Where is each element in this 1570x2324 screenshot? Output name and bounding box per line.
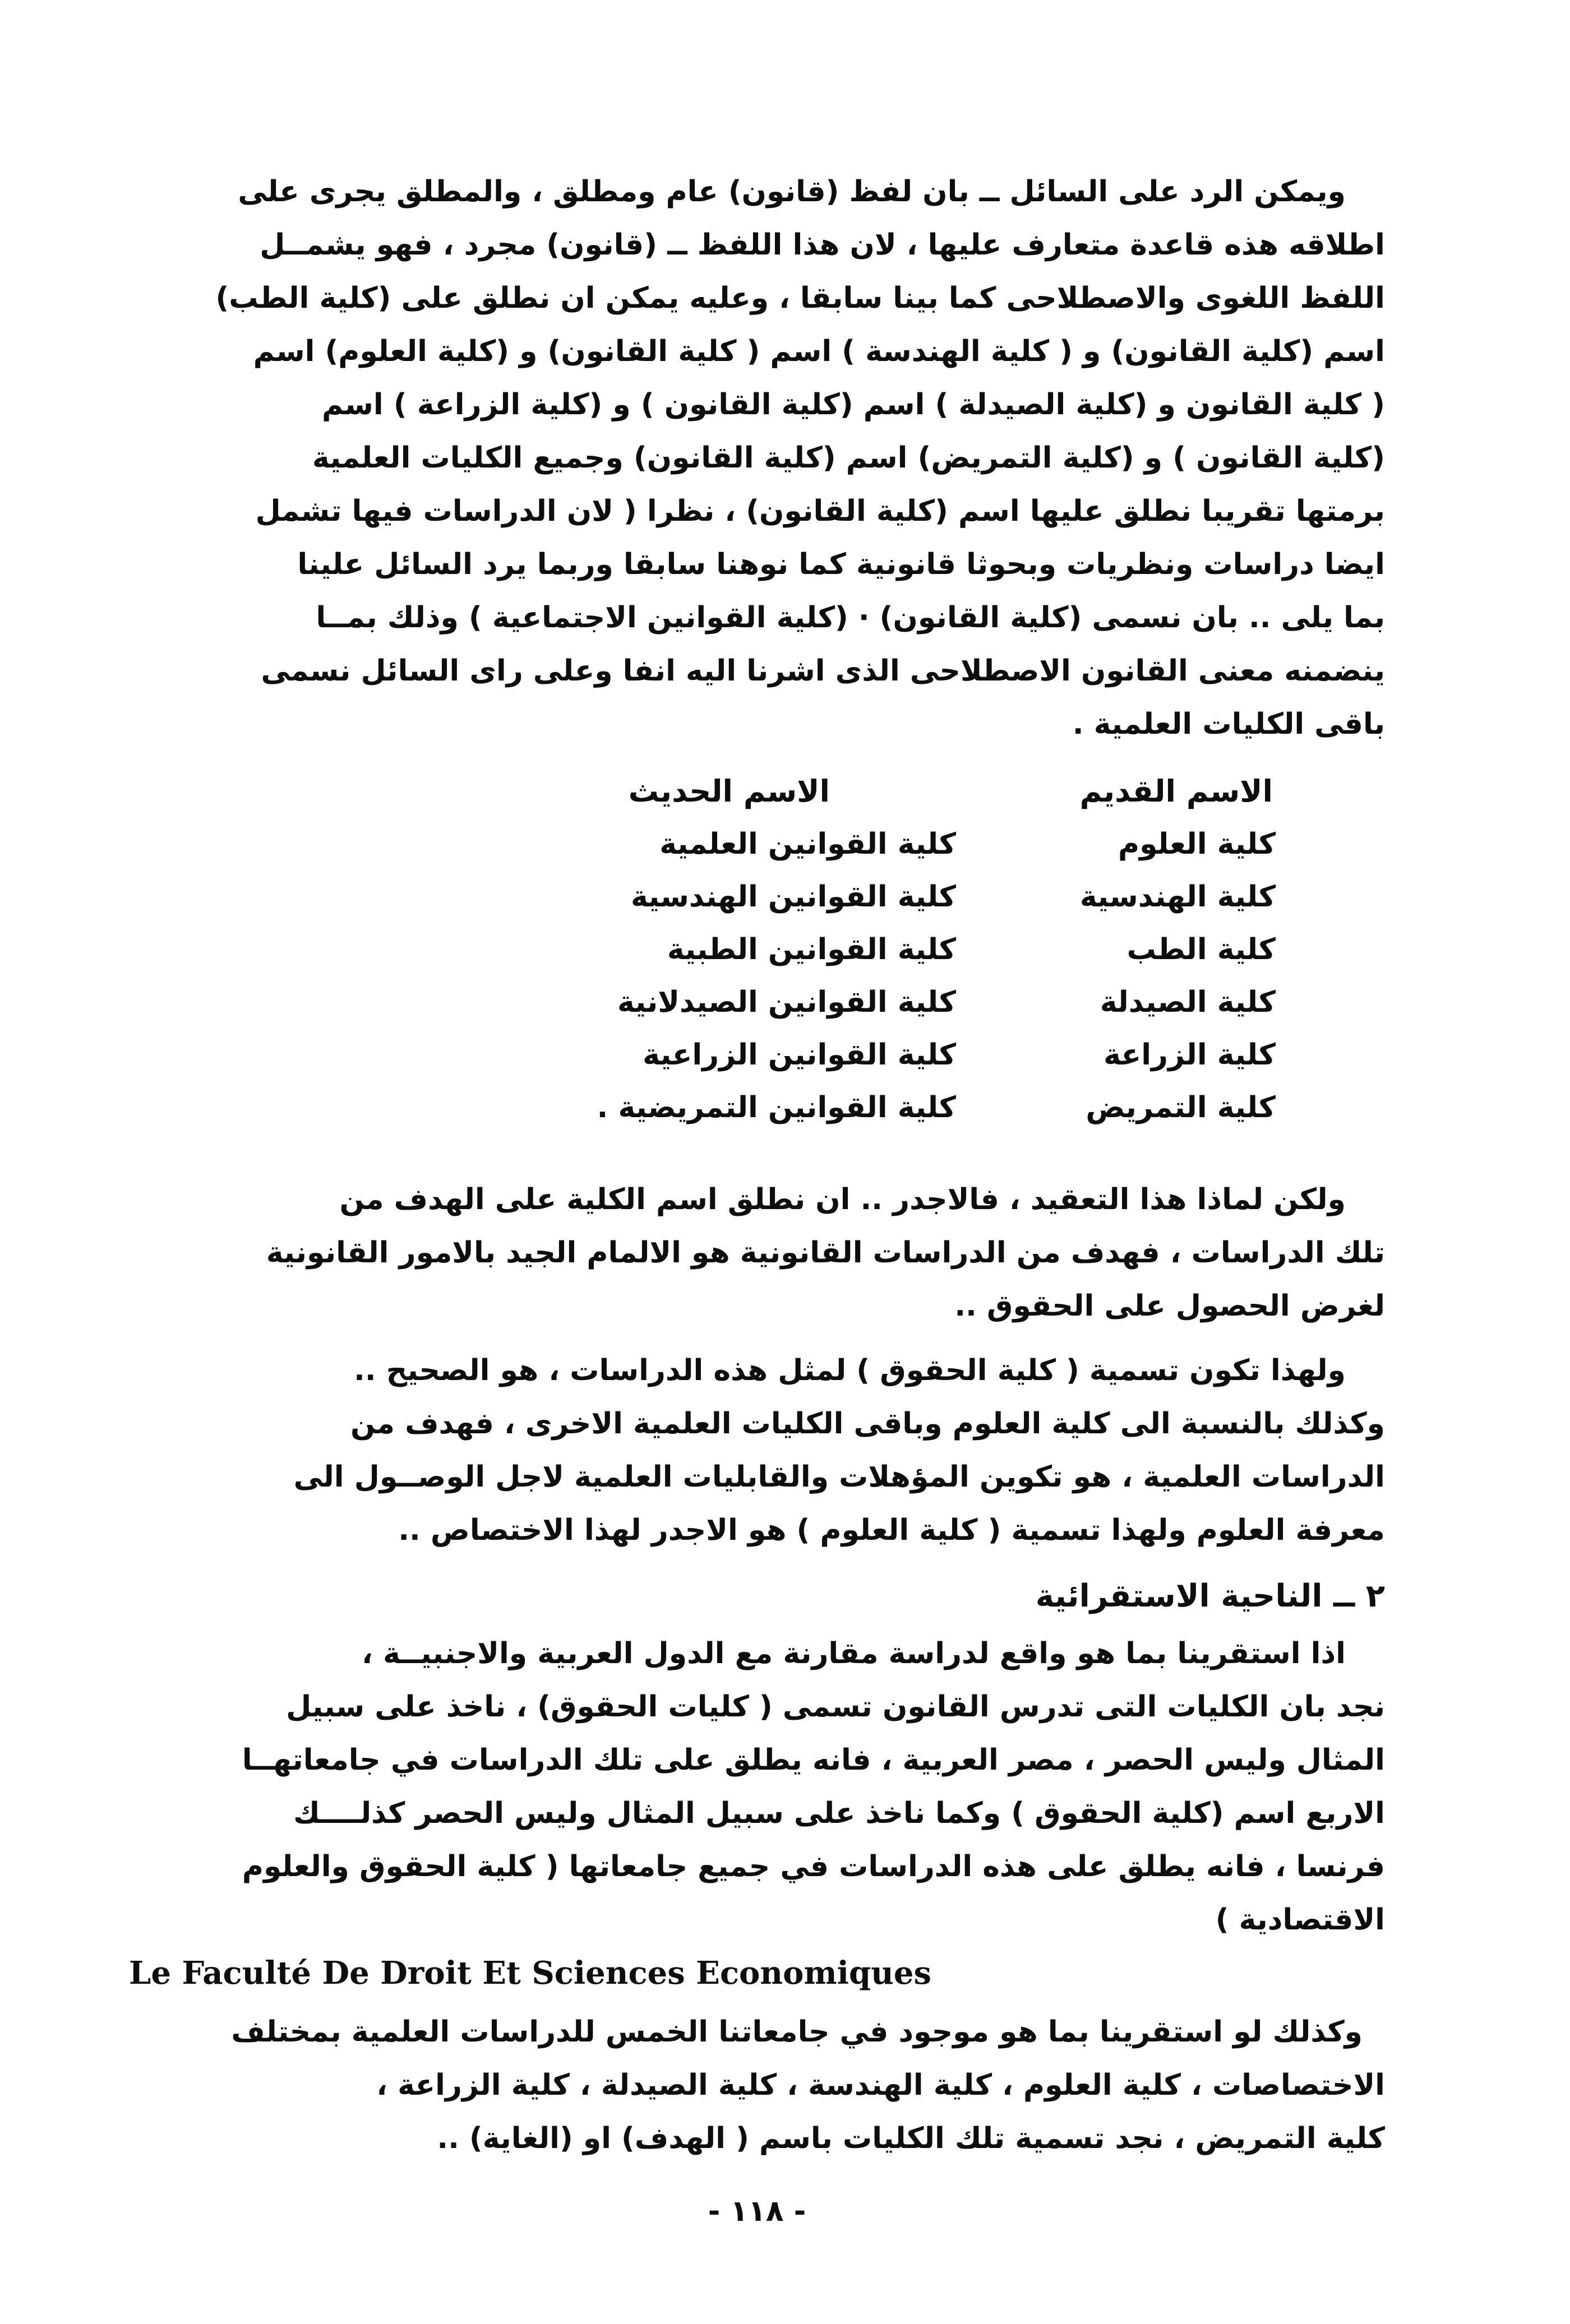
old-name-cell: كلية الصيدلة <box>1100 985 1276 1019</box>
text-line: ولكن لماذا هذا التعقيد ، فالاجدر .. ان نطلق اسم الكلية على الهدف من <box>339 1183 1346 1216</box>
text-line: بما يلى .. بان نسمى (كلية القانون) · (كلية القوانين الاجتماعية ) وذلك بمــا <box>316 601 1385 635</box>
old-new-names-table <box>129 765 1385 1134</box>
new-name-cell: كلية القوانين الزراعية <box>643 1038 956 1072</box>
text-line: ( كلية القانون و (كلية الصيدلة ) اسم (كلية القانون ) و (كلية الزراعة ) اسم <box>322 388 1385 422</box>
text-line: اسم (كلية القانون) و ( كلية الهندسة ) اسم ( كلية القانون) و (كلية العلوم) اسم <box>253 335 1385 368</box>
text-line: كلية التمريض ، نجد تسمية تلك الكليات باسم ( الهدف) او (الغاية) .. <box>437 2122 1385 2155</box>
paragraph-1 <box>129 165 1385 751</box>
old-name-cell: كلية الزراعة <box>1103 1038 1276 1072</box>
table-row <box>129 976 1385 1029</box>
text-line: فرنسا ، فانه يطلق على هذه الدراسات في جميع جامعاتها ( كلية الحقوق والعلوم <box>242 1850 1385 1883</box>
text-line: الاختصاصات ، كلية العلوم ، كلية الهندسة ، كلية الصيدلة ، كلية الزراعة ، <box>376 2068 1385 2102</box>
french-faculty-title: Le Faculté De Droit Et Sciences Economiques <box>129 1955 932 1992</box>
text-line: (كلية القانون ) و (كلية التمريض) اسم (كلية القانون) وجميع الكليات العلمية <box>312 441 1385 475</box>
paragraph-4 <box>129 1627 1385 1947</box>
table-row <box>129 1029 1385 1081</box>
old-name-cell: كلية التمريض <box>1086 1091 1276 1124</box>
new-name-cell: كلية القوانين الصيدلانية <box>617 985 956 1019</box>
new-name-cell: كلية القوانين الطبية <box>667 933 956 966</box>
old-name-cell: كلية الطب <box>1126 933 1276 966</box>
table-row <box>129 1081 1385 1134</box>
text-line: ولهذا تكون تسمية ( كلية الحقوق ) لمثل هذه الدراسات ، هو الصحيح .. <box>354 1354 1346 1387</box>
text-line: نجد بان الكليات التى تدرس القانون تسمى ( كليات الحقوق) ، ناخذ على سبيل <box>286 1690 1385 1724</box>
text-block <box>129 165 1385 2238</box>
text-line: لغرض الحصول على الحقوق .. <box>954 1289 1385 1323</box>
table-row <box>129 818 1385 871</box>
table-header-row <box>129 765 1385 818</box>
paragraph-2 <box>129 1173 1385 1333</box>
table-row <box>129 871 1385 923</box>
text-line: تلك الدراسات ، فهدف من الدراسات القانونية هو الالمام الجيد بالامور القانونية <box>266 1236 1385 1270</box>
text-line: الدراسات العلمية ، هو تكوين المؤهلات والقابليات العلمية لاجل الوصــول الى <box>293 1460 1385 1494</box>
paragraph-3 <box>129 1344 1385 1557</box>
text-line: اللفظ اللغوى والاصطلاحى كما بينا سابقا ، وعليه يمكن ان نطلق على (كلية الطب) <box>215 281 1385 315</box>
text-line: الاربع اسم (كلية الحقوق ) وكما ناخذ على سبيل المثال وليس الحصر كذلــــك <box>293 1797 1385 1830</box>
text-line: وكذلك بالنسبة الى كلية العلوم وباقى الكليات العلمية الاخرى ، فهدف من <box>350 1407 1385 1441</box>
new-name-cell: كلية القوانين العلمية <box>659 827 956 861</box>
new-name-cell: كلية القوانين التمريضية . <box>597 1091 956 1124</box>
text-line: ايضا دراسات ونظريات وبحوثا قانونية كما نوهنا سابقا وربما يرد السائل علينا <box>297 548 1385 581</box>
text-line: ويمكن الرد على السائل ــ بان لفظ (قانون) عام ومطلق ، والمطلق يجرى على <box>238 175 1346 209</box>
text-line: المثال وليس الحصر ، مصر العربية ، فانه يطلق على تلك الدراسات في جامعاتهــا <box>242 1743 1385 1777</box>
text-line: برمتها تقريبا نطلق عليها اسم (كلية القانون) ، نظرا ( لان الدراسات فيها تشمل <box>255 494 1385 528</box>
page-number: - ١١٨ - <box>708 2195 806 2228</box>
table-row <box>129 923 1385 976</box>
text-line: ينضمنه معنى القانون الاصطلاحى الذى اشرنا اليه انفا وعلى راى السائل نسمى <box>261 654 1385 688</box>
new-name-cell: كلية القوانين الهندسية <box>630 880 956 914</box>
section-heading: ٢ ــ الناحية الاستقرائية <box>1035 1578 1385 1614</box>
text-line: الاقتصادية ) <box>1215 1903 1385 1937</box>
old-name-cell: كلية العلوم <box>1118 827 1276 861</box>
text-line: معرفة العلوم ولهذا تسمية ( كلية العلوم ) هو الاجدر لهذا الاختصاص .. <box>398 1513 1385 1547</box>
table-header-old-name: الاسم القديم <box>1079 774 1273 809</box>
text-line: اذا استقرينا بما هو واقع لدراسة مقارنة مع الدول العربية والاجنبيــة ، <box>362 1637 1346 1670</box>
text-line: اطلاقه هذه قاعدة متعارف عليها ، لان هذا اللفظ ــ (قانون) مجرد ، فهو يشمــل <box>260 228 1385 262</box>
old-name-cell: كلية الهندسية <box>1079 880 1276 914</box>
table-header-new-name: الاسم الحديث <box>628 774 830 809</box>
paragraph-5 <box>129 2006 1385 2165</box>
text-line: باقى الكليات العلمية . <box>1072 707 1385 741</box>
text-line: وكذلك لو استقرينا بما هو موجود في جامعاتنا الخمس للدراسات العلمية بمختلف <box>231 2015 1363 2049</box>
